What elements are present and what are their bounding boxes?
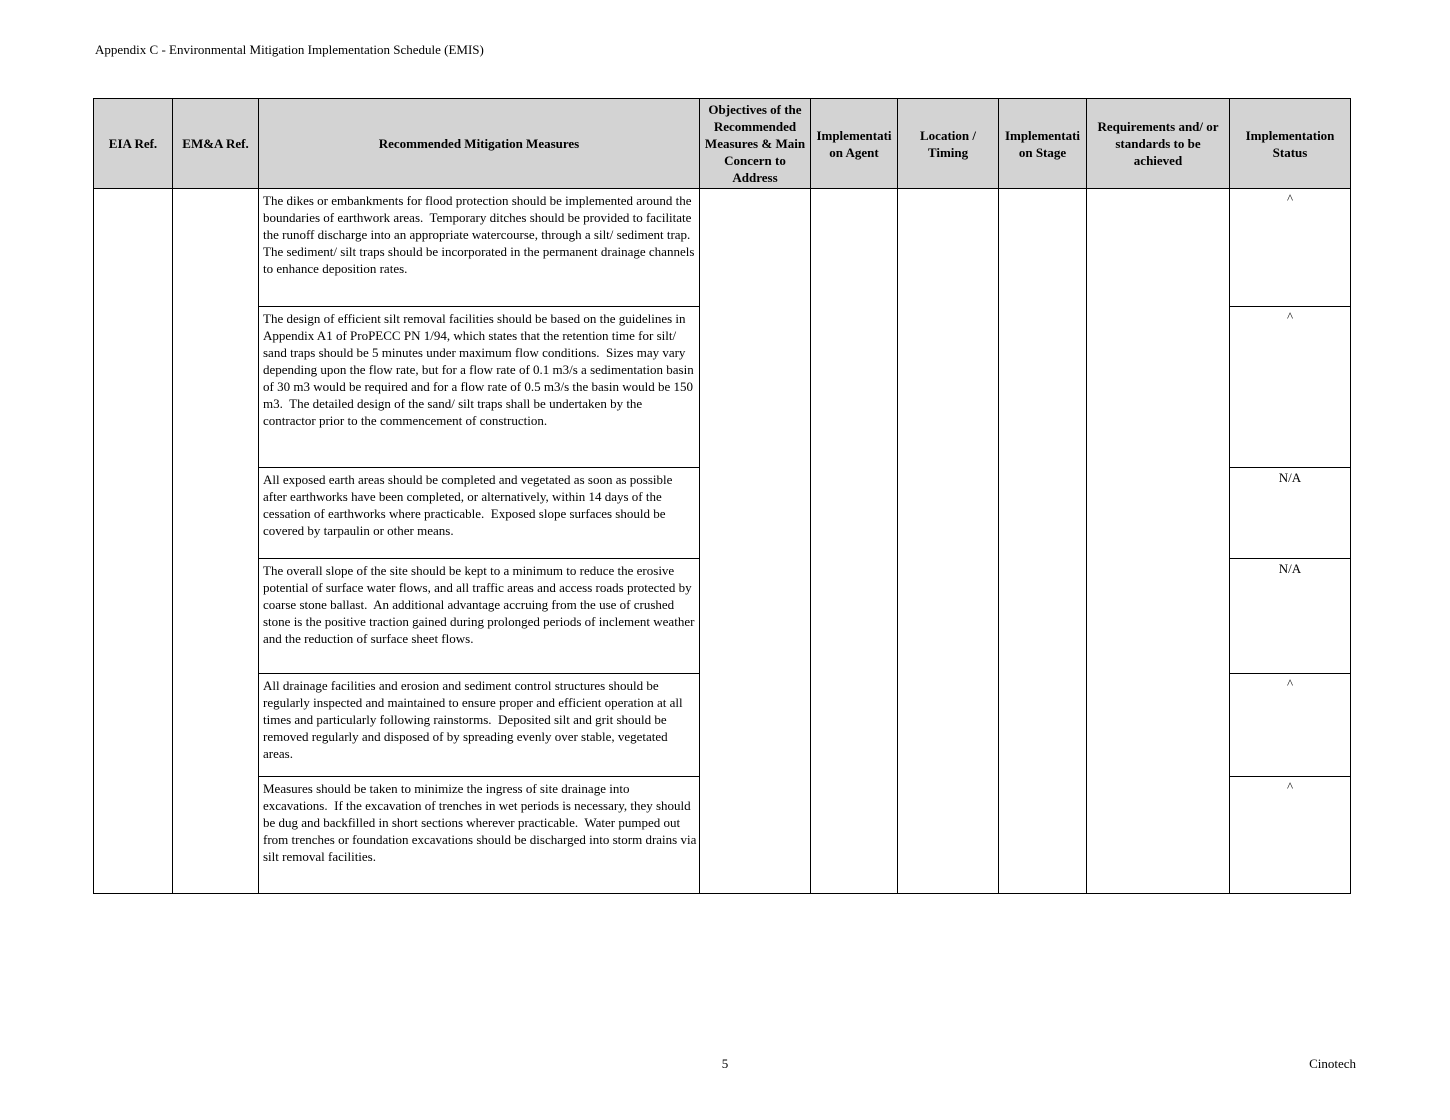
status-cell: ^ [1230,189,1351,307]
document-title: Appendix C - Environmental Mitigation Implementation Schedule (EMIS) [95,42,484,57]
status-cell: ^ [1230,674,1351,777]
col-header-implementation-status: Implementation Status [1230,99,1351,189]
col-header-location-timing: Location / Timing [898,99,999,189]
status-cell: ^ [1230,307,1351,468]
page-number: 5 [721,1056,729,1071]
col-header-ema-ref: EM&A Ref. [173,99,259,189]
status-cell: N/A [1230,559,1351,674]
measure-cell: The design of efficient silt removal facilities should be based on the guidelines in Appendix A1 of ProPECC PN 1/94, which states that the retention time for silt/ sand traps should be 5 minutes under maximum flow conditions. Sizes may vary depending upon the flow rate, but for a flow rate of 0.1 m3/s a sedimentation basin of 30 m3 would be required and for a flow rate of 0.5 m3/s the basin would be 150 m3. The detailed design of the sand/ silt traps shall be undertaken by the contractor prior to the commencement of construction. [259,307,700,468]
col-header-requirements: Requirements and/ or standards to be achieved [1087,99,1230,189]
measure-cell: All drainage facilities and erosion and sediment control structures should be regularly inspected and maintained to ensure proper and efficient operation at all times and particularly following rainstorms. Deposited silt and grit should be removed regularly and disposed of by spreading evenly over stable, vegetated areas. [259,674,700,777]
table-header-row [94,99,1351,189]
col-header-implementation-stage: Implementation Stage [999,99,1087,189]
cell-requirements [1087,189,1230,894]
col-header-objectives: Objectives of the Recommended Measures & Main Concern to Address [700,99,811,189]
cell-objectives [700,189,811,894]
col-header-measures: Recommended Mitigation Measures [259,99,700,189]
table-row [94,189,1351,307]
measure-cell: Measures should be taken to minimize the ingress of site drainage into excavations. If the excavation of trenches in wet periods is necessary, they should be dug and backfilled in short sections wherever practicable. Water pumped out from trenches or foundation excavations should be discharged into storm drains via silt removal facilities. [259,777,700,894]
cell-implementation-agent [811,189,898,894]
measure-cell: The dikes or embankments for flood protection should be implemented around the boundaries of earthwork areas. Temporary ditches should be provided to facilitate the runoff discharge into an appropriate watercourse, through a silt/ sediment trap. The sediment/ silt traps should be incorporated in the permanent drainage channels to enhance deposition rates. [259,189,700,307]
col-header-implementation-agent: Implementation Agent [811,99,898,189]
cell-eia-ref [94,189,173,894]
status-cell: ^ [1230,777,1351,894]
col-header-eia-ref: EIA Ref. [94,99,173,189]
status-cell: N/A [1230,468,1351,559]
measure-cell: The overall slope of the site should be kept to a minimum to reduce the erosive potential of surface water flows, and all traffic areas and access roads protected by coarse stone ballast. An additional advantage accruing from the use of crushed stone is the positive traction gained during prolonged periods of inclement weather and the reduction of surface sheet flows. [259,559,700,674]
cell-implementation-stage [999,189,1087,894]
cell-location-timing [898,189,999,894]
cell-ema-ref [173,189,259,894]
emis-table [93,98,1351,894]
measure-cell: All exposed earth areas should be completed and vegetated as soon as possible after earthworks have been completed, or alternatively, within 14 days of the cessation of earthworks where practicable. Exposed slope surfaces should be covered by tarpaulin or other means. [259,468,700,559]
footer-company: Cinotech [1309,1056,1356,1071]
